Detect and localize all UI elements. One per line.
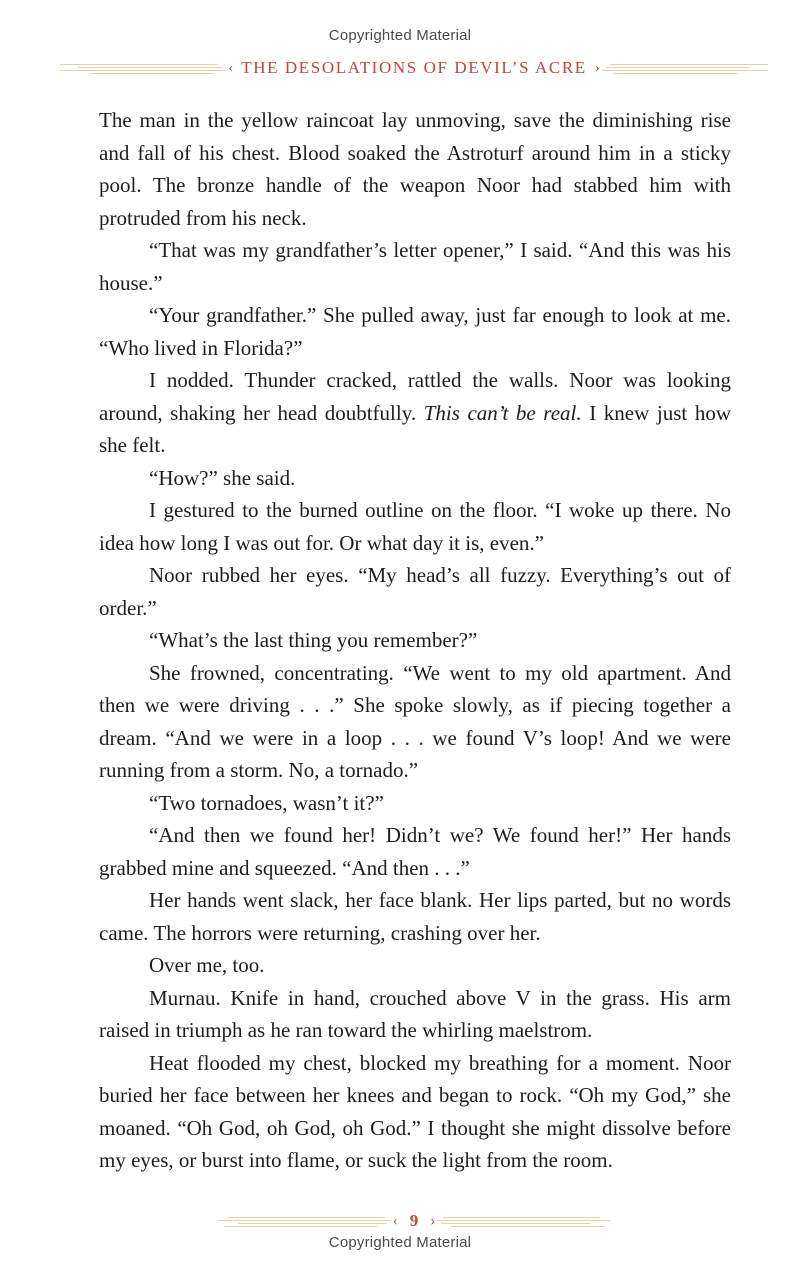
running-head-title: THE DESOLATIONS OF DEVIL’S ACRE (241, 58, 587, 77)
paragraph-text: I knew just how she felt. (99, 400, 731, 457)
paragraph: “What’s the last thing you remember?” (149, 628, 478, 652)
ornament-right (602, 62, 768, 74)
copyright-watermark-bottom: Copyrighted Material (328, 1234, 472, 1251)
page-folio (218, 1208, 610, 1234)
paragraph: Noor rubbed her eyes. “My head’s all fuzzy. Everything’s out of order.” (99, 563, 731, 620)
copyright-watermark-top: Copyrighted Material (328, 27, 472, 44)
ornament-left (218, 1215, 391, 1227)
chevron-left-icon: ‹ (392, 1212, 398, 1229)
chevron-left-icon: ‹ (228, 59, 234, 76)
paragraph: Over me, too. (149, 953, 265, 977)
paragraph: “That was my grandfather’s letter opener,” I said. “And this was his house.” (99, 238, 731, 295)
paragraph: Murnau. Knife in hand, crouched above V in the grass. His arm raised in triumph as he ran toward the whirling maelstrom. (99, 985, 731, 1042)
paragraph: Heat flooded my chest, blocked my breathing for a moment. Noor buried her face between her knees and began to rock. “Oh my God,” she moaned. “Oh God, oh God, oh God.” I thought she might dissolve before my eyes, or burst into flame, or suck the light from the room. (99, 1050, 731, 1172)
paragraph (99, 364, 731, 462)
body-text (99, 104, 731, 1177)
paragraph: Her hands went slack, her face blank. Her lips parted, but no words came. The horrors were returning, crashing over her. (99, 888, 731, 945)
page-number: 9 (409, 1211, 419, 1230)
ornament-left (60, 62, 226, 74)
ornament-right (437, 1215, 610, 1227)
paragraph: “Two tornadoes, wasn’t it?” (149, 790, 384, 815)
italic-thought: This can’t be real. (423, 400, 582, 425)
paragraph: The man in the yellow raincoat lay unmoving, save the diminishing rise and fall of his chest. Blood soaked the Astroturf around him in a sticky pool. The bronze handle of the weapon Noor had stabbed him with protruded from his neck. (99, 108, 731, 230)
running-head (60, 56, 768, 80)
paragraph: “And then we found her! Didn’t we? We found her!” Her hands grabbed mine and squeezed. “And then . . .” (99, 823, 731, 880)
paragraph-text: I nodded. Thunder cracked, rattled the walls. Noor was looking around, shaking her head doubtfully. (99, 368, 731, 425)
paragraph: “How?” she said. (149, 465, 296, 490)
paragraph: She frowned, concentrating. “We went to my old apartment. And then we were driving . . .” She spoke slowly, as if piecing together a dream. “And we were in a loop . . . we found V’s loop! And we were running from a storm. No, a tornado.” (99, 660, 731, 782)
paragraph: “Your grandfather.” She pulled away, just far enough to look at me. “Who lived in Florida?” (99, 303, 731, 360)
chevron-right-icon: › (594, 59, 600, 76)
chevron-right-icon: › (430, 1212, 436, 1229)
paragraph: I gestured to the burned outline on the floor. “I woke up there. No idea how long I was out for. Or what day it is, even.” (99, 498, 731, 555)
